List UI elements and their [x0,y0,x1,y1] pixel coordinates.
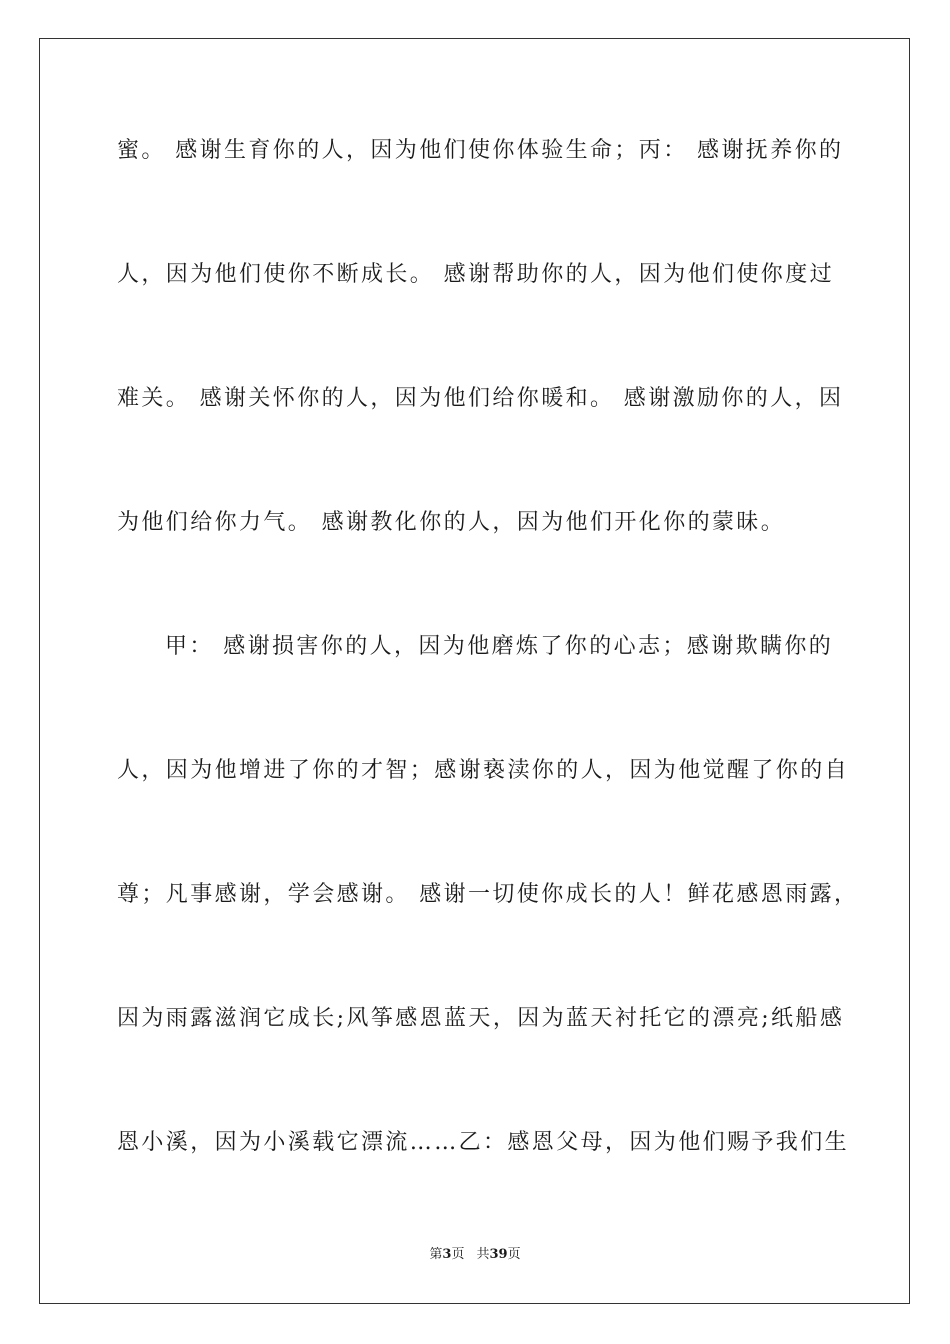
total-prefix: 共 [476,1247,490,1262]
text-line-3: 难关。 感谢关怀你的人，因为他们给你暖和。 感谢激励你的人，因 [117,386,844,411]
total-pages: 39 [489,1247,508,1262]
text-line-9: 恩小溪，因为小溪载它漂流……乙：感恩父母，因为他们赐予我们生 [117,1130,850,1155]
text-line-8: 因为雨露滋润它成长;风筝感恩蓝天，因为蓝天衬托它的漂亮;纸船感 [117,1006,845,1031]
text-line-7: 尊；凡事感谢，学会感谢。 感谢一切使你成长的人！鲜花感恩雨露， [117,882,859,907]
page-footer [0,1246,950,1264]
page-number: 3 [442,1247,452,1262]
page-suffix: 页 [451,1247,465,1262]
total-suffix: 页 [507,1247,521,1262]
text-line-6: 人，因为他增进了你的才智；感谢亵渎你的人，因为他觉醒了你的自 [117,758,850,783]
page-prefix: 第 [429,1247,443,1262]
text-line-1: 蜜。 感谢生育你的人，因为他们使你体验生命；丙： 感谢抚养你的 [117,138,844,163]
text-line-2: 人，因为他们使你不断成长。 感谢帮助你的人，因为他们使你度过 [117,262,834,287]
text-line-4: 为他们给你力气。 感谢教化你的人，因为他们开化你的蒙昧。 [117,510,786,535]
text-line-5-paragraph-start: 甲： 感谢损害你的人，因为他磨炼了你的心志；感谢欺瞒你的 [165,634,834,659]
page-border [39,38,910,1304]
